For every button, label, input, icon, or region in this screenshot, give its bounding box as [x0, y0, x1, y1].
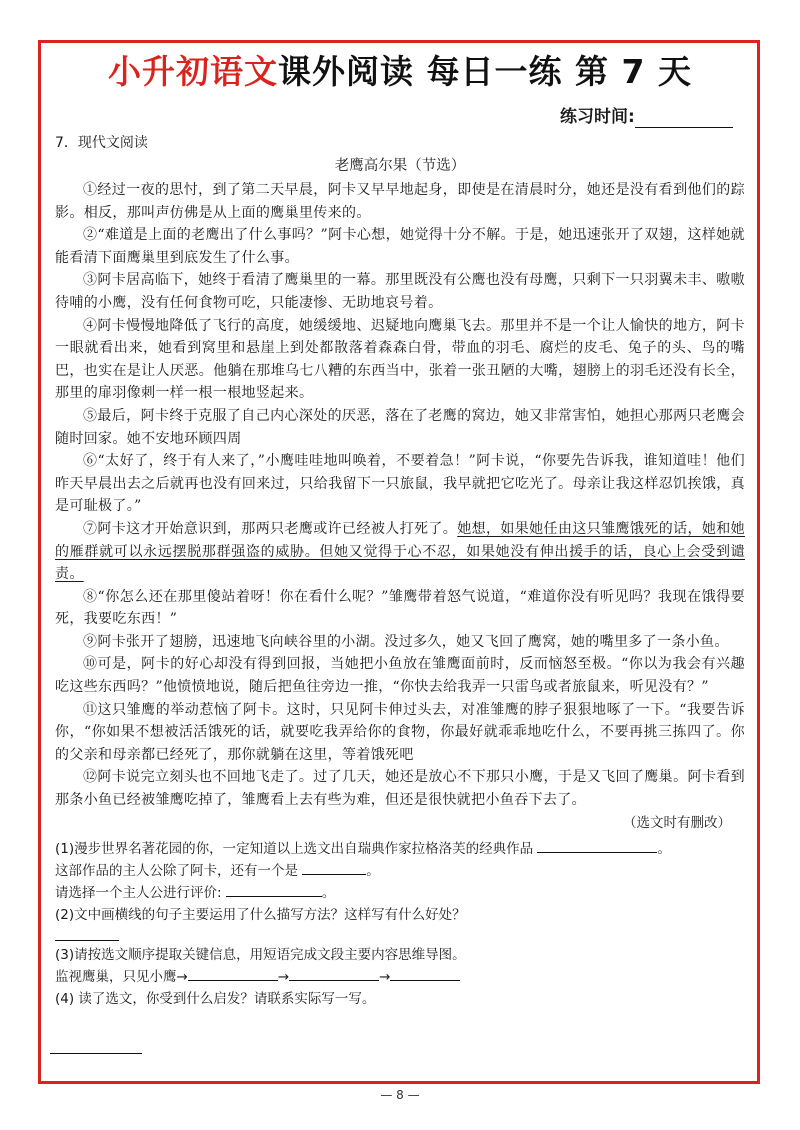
- paragraph-6: ⑥“太好了，终于有人来了，”小鹰哇哇地叫唤着，不要着急！”阿卡说，“你要先告诉我，谁知道哇！他们昨天早晨出去之后就再也没有回来过，只给我留下一只旅鼠，我早就把它吃光了。母亲让我这样忍饥挨饿，真是可耻极了。”: [55, 453, 745, 515]
- paragraph-7: [55, 518, 745, 586]
- question-1-line-3: [55, 882, 745, 904]
- paragraph-9: ⑨阿卡张开了翅膀，迅速地飞向峡谷里的小湖。没过多久，她又飞回了鹰窝，她的嘴里多了一条小鱼。: [83, 633, 729, 650]
- question-1-line-2: [55, 860, 745, 882]
- answer-blank-chain-3[interactable]: [390, 966, 460, 981]
- paragraph-2: ②“难道是上面的老鹰出了什么事吗？”阿卡心想，她觉得十分不解。于是，她迅速张开了双翅，这样她就能看清下面鹰巢里到底发生了什么事。: [55, 227, 745, 266]
- passage-title: 老鹰高尔果（节选）: [334, 158, 466, 174]
- worksheet-title: [0, 50, 800, 94]
- question-4: (4) 读了选文，你受到什么启发？请联系实际写一写。: [55, 990, 376, 1007]
- title-red-part: 小升初语文: [108, 52, 279, 91]
- question-1-text-c: 请选择一个主人公进行评价:: [55, 884, 222, 901]
- answer-area-q2[interactable]: [55, 926, 745, 944]
- page-number: — 8 —: [380, 1088, 420, 1102]
- answer-blank-chain-1[interactable]: [188, 966, 278, 981]
- answer-blank-chain-2[interactable]: [289, 966, 379, 981]
- practice-time: [560, 106, 733, 128]
- paragraph-8: ⑧“你怎么还在那里傻站着呀！你在看什么呢？”雏鹰带着怒气说道，“难道你没有听见吗？我现在饿得要死，我要吃东西！”: [55, 588, 745, 628]
- question-1-line-1: [55, 838, 745, 860]
- answer-blank-work-title[interactable]: [537, 838, 657, 853]
- answer-blank-protagonist[interactable]: [302, 860, 366, 875]
- practice-time-blank[interactable]: [635, 111, 733, 128]
- arrow: →: [277, 968, 290, 985]
- question-1-text-b: 这部作品的主人公除了阿卡，还有一个是: [55, 862, 298, 879]
- paragraph-5: ⑤最后，阿卡终于克服了自己内心深处的厌恶，落在了老鹰的窝边，她又非常害怕，她担心那两只老鹰会随时回家。她不安地环顾四周: [55, 407, 745, 447]
- worksheet-content: [55, 132, 745, 1010]
- title-black-part: 课外阅读 每日一练 第 7 天: [278, 52, 692, 91]
- arrow: →: [379, 968, 391, 985]
- question-1-text: (1)漫步世界名著花园的你，一定知道以上选文出自瑞典作家拉格洛芙的经典作品: [55, 840, 534, 857]
- paragraph-1: ①经过一夜的思忖，到了第二天早晨，阿卡又早早地起身，即使是在清晨时分，她还是没有看到他们的踪影。相反，那叫声仿佛是从上面的鹰巢里传来的。: [55, 182, 745, 221]
- paragraph-3: ③阿卡居高临下，她终于看清了鹰巢里的一幕。那里既没有公鹰也没有母鹰，只剩下一只羽翼未丰、嗷嗷待哺的小鹰，没有任何食物可吃，只能凄惨、无助地哀号着。: [55, 272, 745, 311]
- underlined-sentence: 她想，如果她任由这只雏鹰饿死的话，她和她的雁群就可以永远摆脱那群强盗的威胁。但她又觉得于心不忍，如果她没有伸出援手的话，良心上会受到谴责。: [55, 520, 746, 583]
- period: 。: [366, 862, 380, 879]
- section-label: 7．现代文阅读: [55, 135, 148, 151]
- answer-blank-evaluation[interactable]: [226, 882, 322, 897]
- answer-line-q2: [55, 938, 119, 941]
- answer-line-q4[interactable]: [50, 1053, 142, 1054]
- paragraph-4: ④阿卡慢慢地降低了飞行的高度，她缓缓地、迟疑地向鹰巢飞去。那里并不是一个让人愉快的地方，阿卡一眼就看出来，她看到窝里和悬崖上到处都散落着森森白骨，带血的羽毛、腐烂的皮毛、兔子的头、鸟的嘴巴，也实在是让人厌恶。他躺在那堆乌七八糟的东西当中，张着一张丑陋的大嘴，翅膀上的羽毛还没有长全，那里的扉羽像刺一样一根一根地竖起来。: [55, 317, 745, 402]
- paragraph-10: ⑩可是，阿卡的好心却没有得到回报，当她把小鱼放在雏鹰面前时，反而恼怒至极。“你以为我会有兴趣吃这些东西吗？”他愤愤地说，随后把鱼往旁边一推，“你快去给我弄一只雷鸟或者旅鼠来，听见没有？”: [55, 656, 745, 696]
- practice-time-label: 练习时间:: [560, 107, 635, 127]
- question-2: (2)文中画横线的句子主要运用了什么描写方法？这样写有什么好处？: [55, 906, 466, 923]
- paragraph-11: ⑪这只雏鹰的举动惹恼了阿卡。这时，只见阿卡伸过头去，对准雏鹰的脖子狠狠地啄了一下。“我要告诉你，“你如果不想被活活饿死的话，就要吃我弄给你的食物，你最好就乖乖地吃什么，不要再挑三拣四了。你的父亲和母亲都已经死了，那你就躺在这里，等着饿死吧: [55, 701, 745, 763]
- question-3: (3)请按选文顺序提取关键信息，用短语完成文段主要内容思维导图。: [55, 946, 466, 963]
- source-note: （选文时有删改）: [623, 814, 731, 831]
- paragraph-7-plain: ⑦阿卡这才开始意识到，那两只老鹰或许已经被人打死了。: [83, 520, 458, 537]
- period: 。: [657, 840, 671, 857]
- question-3-chain: [55, 966, 745, 988]
- period: 。: [321, 884, 336, 901]
- paragraph-12: ⑫阿卡说完立刻头也不回地飞走了。过了几天，她还是放心不下那只小鹰，于是又飞回了鹰巢。阿卡看到那条小鱼已经被雏鹰吃掉了，雏鹰看上去有些为难，但还是很快就把小鱼吞下去了。: [55, 769, 745, 809]
- chain-start: 监视鹰巢，只见小鹰→: [55, 968, 188, 985]
